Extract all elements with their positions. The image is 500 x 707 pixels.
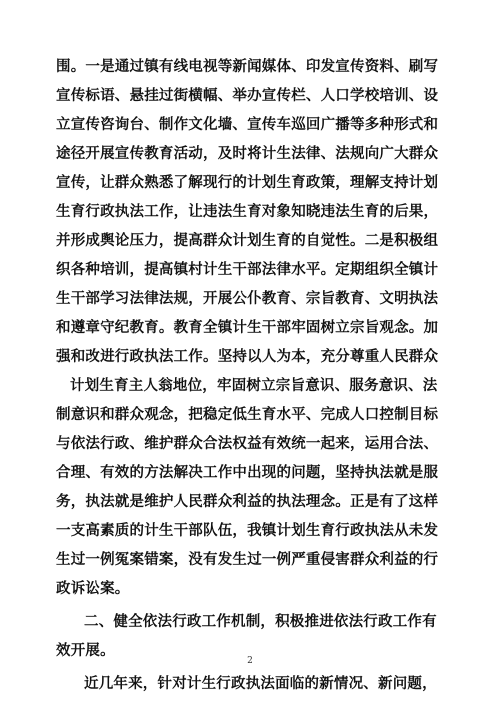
text-line: 近几年来，针对计生行政执法面临的新情况、新问题，	[84, 675, 437, 692]
text-line: 政诉讼案。	[56, 580, 130, 597]
text-line: 制意识和群众观念，把稳定低生育水平、完成人口控制目标	[56, 406, 439, 423]
text-line: 并形成舆论压力，提高群众计划生育的自觉性。二是积极组	[56, 232, 439, 249]
text-line: 合理、有效的方法解决工作中出现的问题，坚持执法就是服	[56, 464, 439, 481]
text-line: 宣传，让群众熟悉了解现行的计划生育政策，理解支持计划	[56, 174, 439, 191]
text-line: 生干部学习法律法规，开展公仆教育、宗旨教育、文明执法	[56, 290, 439, 307]
text-line: 强和改进行政执法工作。坚持以人为本，充分尊重人民群众	[56, 348, 439, 365]
text-line: 务，执法就是维护人民群众利益的执法理念。正是有了这样	[56, 493, 439, 510]
body-text	[56, 52, 448, 698]
text-line: 效开展。	[56, 642, 115, 659]
text-line: 生过一例冤案错案，没有发生过一例严重侵害群众利益的行	[56, 551, 439, 568]
text-line: 生育行政执法工作，让违法生育对象知晓违法生育的后果，	[56, 203, 439, 220]
text-line: 计划生育主人翁地位，牢固树立宗旨意识、服务意识、法	[70, 377, 438, 394]
text-line: 立宣传咨询台、制作文化墙、宣传车巡回广播等多种形式和	[56, 116, 439, 133]
text-line: 宣传标语、悬挂过街横幅、举办宣传栏、人口学校培训、设	[56, 87, 439, 104]
text-line: 和遵章守纪教育。教育全镇计生干部牢固树立宗旨观念。加	[56, 319, 439, 336]
text-line: 织各种培训，提高镇村计生干部法律水平。定期组织全镇计	[56, 261, 439, 278]
text-line: 途径开展宣传教育活动，及时将计生法律、法规向广大群众	[56, 145, 439, 162]
text-line: 一支高素质的计生干部队伍，我镇计划生育行政执法从未发	[56, 522, 439, 539]
text-line: 围。一是通过镇有线电视等新闻媒体、印发宣传资料、刷写	[56, 58, 439, 75]
page-number: 2	[247, 656, 253, 666]
text-line: 与依法行政、维护群众合法权益有效统一起来，运用合法、	[56, 435, 439, 452]
section-heading: 二、健全依法行政工作机制，积极推进依法行政工作有	[84, 613, 437, 630]
